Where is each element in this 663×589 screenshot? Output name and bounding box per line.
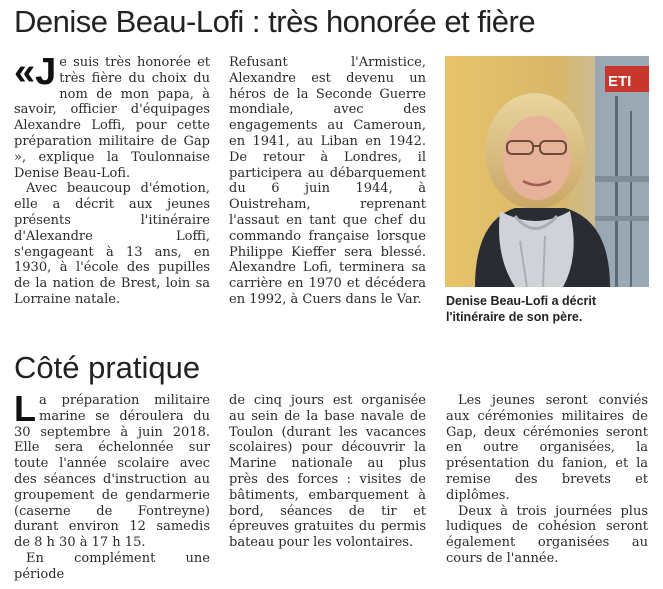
article-paragraph: Avec beaucoup d'émotion, elle a décrit aux jeunes présents l'itinéraire d'Alexandre Loffi, s'engageant à 13 ans, en 1930, à l'école des pupilles de la nation de Brest, loin sa Lorraine natale. <box>14 181 210 307</box>
practical-column-3 <box>446 393 648 567</box>
paragraph-text: a préparation militaire marine se déroulera du 30 septembre à juin 2018. Elle sera échelonnée sur toute l'année scolaire avec des séances d'instruction au groupement de gendarmerie (caserne de Fontreyne) durant environ 12 samedis de 8 h 30 à 17 h 15. <box>14 393 210 551</box>
article-paragraph <box>14 51 210 181</box>
paragraph-text: e suis très honorée et très fière du choix du nom de mon papa, à savoir, officier d'équipages Alexandre Loffi, pour cette préparation militaire de Gap », explique la Toulonnaise Denise Beau-Lofi. <box>14 55 210 181</box>
article-column-1 <box>14 51 210 308</box>
portrait-photo <box>445 56 649 287</box>
article-paragraph: Deux à trois journées plus ludiques de cohésion seront également organisées au cours de l'année. <box>446 503 648 566</box>
article-paragraph: Refusant l'Armistice, Alexandre est devenu un héros de la Seconde Guerre mondiale, avec des engagements au Cameroun, en 1941, au Liban en 1942. De retour à Londres, il participera au débarquement du 6 juin 1944, à Ouistreham, reprenant l'assaut en tant que chef du commando française lorsque Philippe Kieffer sera blessé. Alexandre Lofi, terminera sa carrière en 1970 et décédera en 1992, à Cuers dans le Var. <box>229 55 426 307</box>
article-paragraph: Les jeunes seront conviés aux cérémonies militaires de Gap, deux cérémonies seront en outre organisées, la présentation du fanion, et la remise des brevets et diplômes. <box>446 393 648 503</box>
article-paragraph <box>14 388 210 551</box>
section-title: Côté pratique <box>14 350 201 385</box>
photo-caption: Denise Beau-Lofi a décrit l'itinéraire de son père. <box>446 294 597 324</box>
article-column-2 <box>229 55 426 308</box>
background-sign-text: ETI <box>608 73 632 90</box>
article-paragraph: de cinq jours est organisée au sein de la base navale de Toulon (durant les vacances scolaires) pour découvrir la Marine nationale au plus près des forces : visites de bâtiments, embarquement à bord, séances de tir et épreuves gratuites du permis bateau pour les volontaires. <box>229 393 426 551</box>
practical-column-2 <box>229 393 426 551</box>
practical-column-1 <box>14 388 210 583</box>
dropcap-letter: L <box>14 388 36 429</box>
portrait-illustration <box>445 56 649 287</box>
article-paragraph: En complément une période <box>14 550 210 582</box>
dropcap-quote: «J <box>14 51 57 93</box>
headline: Denise Beau-Lofi : très honorée et fière <box>14 4 536 39</box>
